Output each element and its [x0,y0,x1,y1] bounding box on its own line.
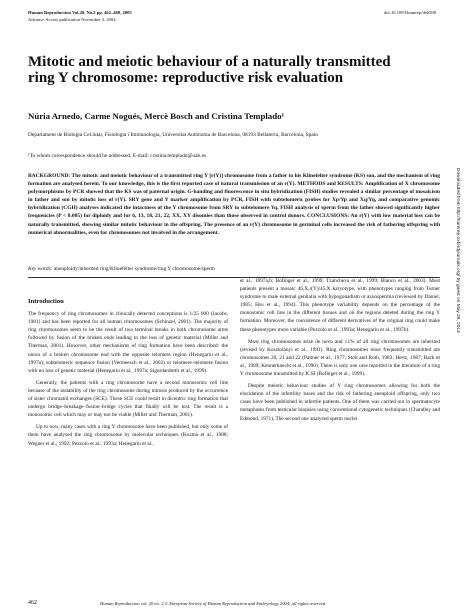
right-column [240,277,440,427]
paragraph: Generally, the patients with a ring chromosome have a second monosomic cell line because of the instability of the ring chromosome during mitosis produced by the occurrence of sister chromatid exchanges (SCE). These SCE could result in dicentric ring formation that undergo bridge–breakage–fusion–bridge cycles that finally will be lost. The result is a monosomic cell which may or may not be viable (Miller and Therman, 2001). [28,379,228,419]
paragraph: et al., 1997a,b; Bofinger et al., 1999; Tzancheva et al., 1999; Blanco et al., 2003). Most patients present a mosaic 46,X,r(Y)/45,X karyotype, with phenotypes ranging from Turner syndrome to male external genitalia with hypogonadism or azoospermia (reviewed by Daniel, 1985; Hsu et al., 1994). This phenotype variability depends on the percentage of the monosomic cell line in the different tissues and on the regions deleted during the ring Y formation. Moreover, the coexistence of different derivatives of the original ring could make these phenotypes more variable (Pezzolo et al., 1993a; Henegariu et al., 1997b). [240,278,440,333]
correspondence-note: ¹To whom correspondence should be addressed. E-mail: cristina.templado@uab.es [28,153,207,159]
paragraph: Despite meiotic behaviour studies of Y ring chromosomes allowing for both the elucidation of the infertility bases and the risk of fathering aneuploid offspring, only two cases have been published in infertile patients. One of them was carried out in spermatocyte metaphases from testicular biopsies using conventional cytogenetic techniques (Chandley and Edmond, 1971). The second one analysed sperm nuclei [240,383,440,422]
download-watermark [454,168,462,418]
abstract: BACKGROUND: The mitotic and meiotic behaviour of a transmitted ring Y [r(Y)] chromosome from a father to his Klinefelter syndrome (KS) son, and the mechanism of ring formation are analysed herein. To our knowledge, this is the first reported case of natural transmission of an r(Y). METHODS and RESULTS: Amplification of X chromosome polymorphisms by PCR showed that the KS was of paternal origin. G-banding and fluorescence in situ hybridization (FISH) studies revealed a similar percentage of mosaicism in father and son by mitotic loss of r(Y). SRY gene and Y marker amplification by PCR, FISH with subtelomeric probes for Xp/Yp and Xq/Yq, and comparative genomic hybridization (CGH) analyses indicated the intactness of the Y chromosome from SRY to subtelomere Yq. FISH analysis of sperm from the father showed significantly higher frequencies (P < 0.005) for diploidy and for 6, 13, 18, 21, 22, XX, XY disomies than those observed in control donors. CONCLUSIONS: An r(Y) with low material loss can be naturally transmitted, showing similar mitotic behaviour in the offspring. The presence of an r(Y) chromosome in germinal cells increased the risk of fathering offspring with numerical abnormalities, even for chromosomes not involved in the arrangement. [28,173,440,236]
keywords-label: Key words: [28,266,53,272]
article-title: Mitotic and meiotic behaviour of a naturally transmitted ring Y chromosome: reproductive risk evaluation [28,54,391,86]
left-column [28,298,228,452]
copyright-footer: Human Reproduction vol. 20 no. 2 © European Society of Human Reproduction and Embryology 2004; all rights reserved [100,601,326,606]
advance-access-note: Advance Access publication November 3, 2004. [28,17,117,22]
affiliation: Departament de Biologia Cel.lular, Fisiologia i Immunologia, Universitat Autònoma de Barcelona, 08193 Bellaterra, Barcelona, Spain [28,132,318,138]
introduction-heading: Introduction [28,298,64,305]
journal-citation: Human Reproduction Vol.20, No.2 pp. 462–468, 2005 [28,10,132,15]
paragraph: The frequency of ring chromosomes in clinically detected conceptions is 1/25 000 (Jacobs, 1981) and has been reported for all human chromosomes (Schinzel, 2001). The majority of ring chromosomes seem to be the result of two terminal breaks in both chromosome arms followed by fusion of the broken ends leading to the loss of genetic material (Miller and Therman, 2001). However, other mechanisms of ring formation have been described: the union of a broken chromosome end with the opposite telomere region (Henegariu et al., 1997a); subtelomeric sequence fusion (Vermeesch et al., 2002) or telomere–telomere fusion with no loss of genetic material (Henegariu et al., 1997a; Sigurdardottir et al., 1999). [28,311,228,374]
author-list: Núria Arnedo, Carme Nogués, Mercè Bosch and Cristina Templado¹ [28,111,285,121]
doi-link[interactable]: doi:10.1093/humrep/deh598 [383,10,436,15]
paragraph: Most ring chromosomes arise de novo and ≤1% of all ring chromosomes are inherited (revised by Kosztolányi et al., 1991). Ring chromosomes most frequently transmitted are chromosomes 20, 21 and 22 (Palmer et al., 1977; Stoll and Roth, 1983; Hertz, 1987; Back et al., 1989; Kennerknecht et al., 1990). There is only one case reported in the literature of a ring Y chromosome transmitted by ICSI (Bofinger et al., 1999). [240,338,440,378]
keywords [28,266,440,272]
download-watermark-text: Downloaded from http://humrep.oxfordjournals.org/ by guest on May 28, 2014 [455,168,460,333]
paragraph: Up to now, many cases with a ring Y chromosome have been published, but only some of them have analysed the ring chromosome by molecular techniques (Kozma et al., 1988; Wegner et al., 1992; Pezzolo et al., 1993a; Henegariu et al., [28,424,228,447]
keywords-text: aneuploidy/inherited ring/Klinefelter syndrome/ring Y chromosome/sperm [52,266,215,272]
page-number: 462 [28,600,37,606]
